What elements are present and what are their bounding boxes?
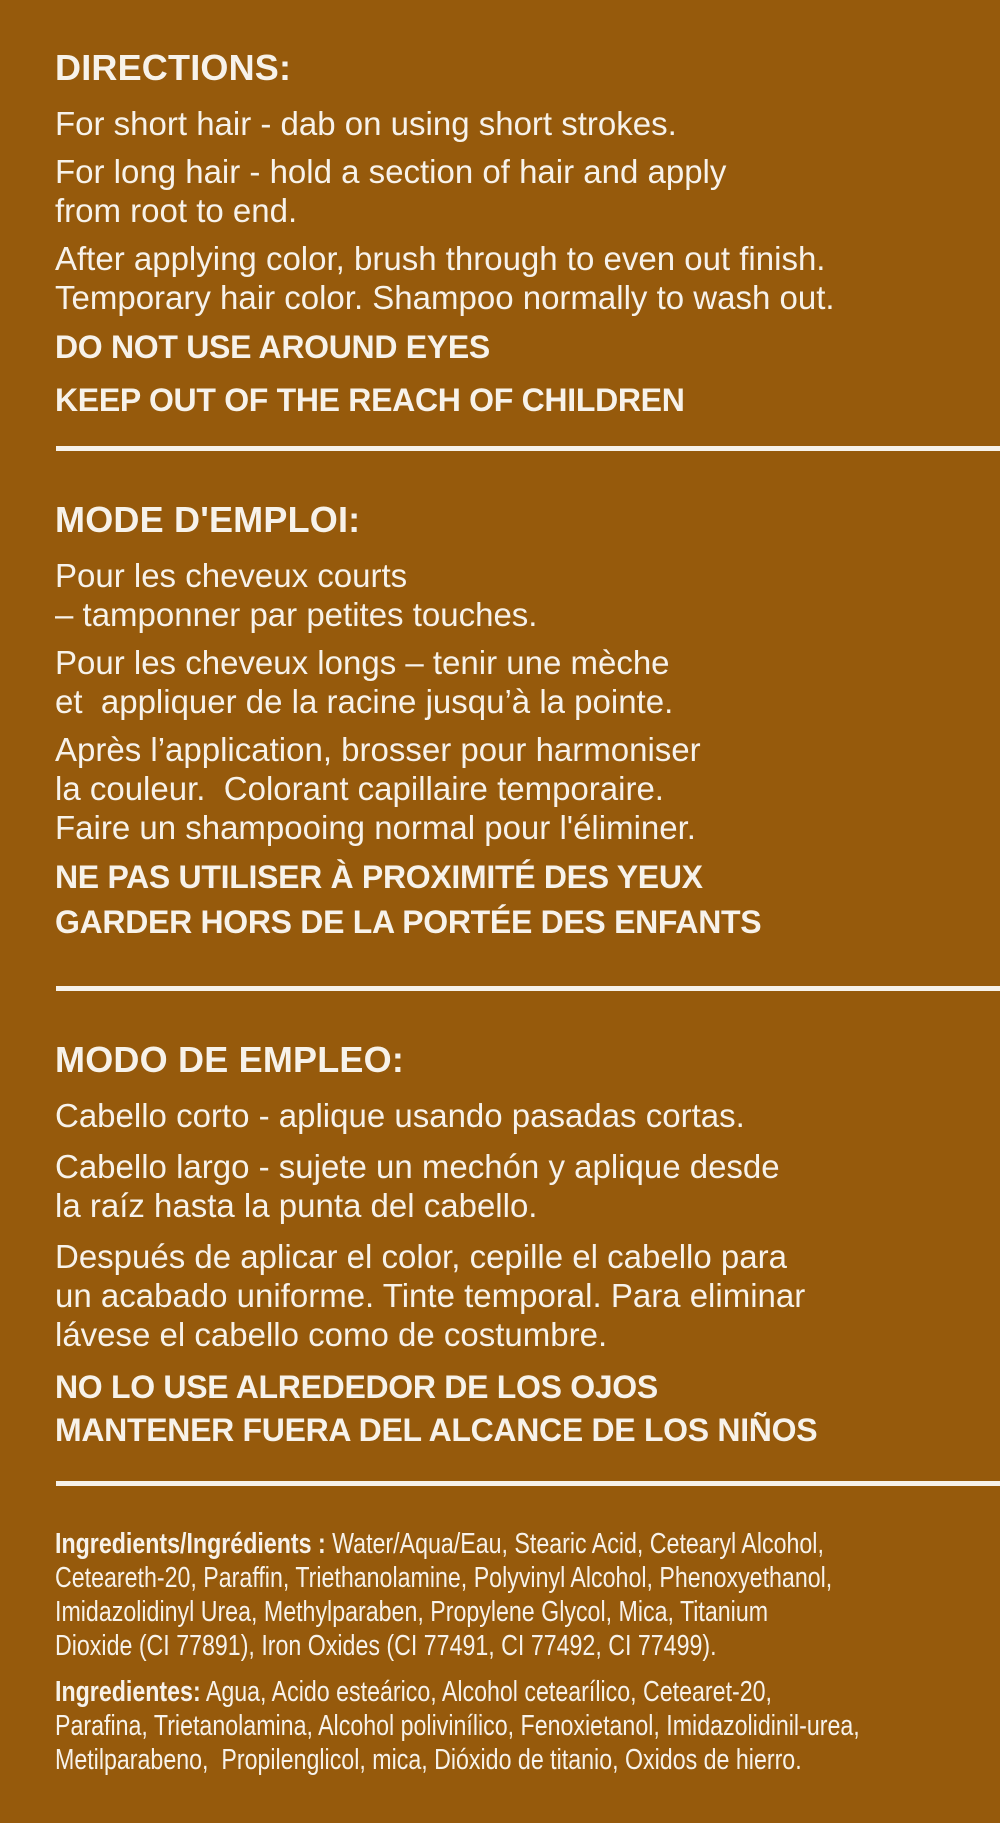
directions-paragraph	[55, 556, 970, 634]
text-line: Cabello largo - sujete un mechón y aplique desde	[55, 1148, 780, 1185]
text-line: After applying color, brush through to even out finish.	[55, 240, 826, 277]
directions-paragraph	[55, 1237, 970, 1354]
warning-children-spanish: MANTENER FUERA DEL ALCANCE DE LOS NIÑOS	[55, 1412, 818, 1448]
text-line: un acabado uniforme. Tinte temporal. Para eliminar	[55, 1277, 806, 1314]
text-line: la raíz hasta la punta del cabello.	[55, 1187, 538, 1224]
text-line: la couleur. Colorant capillaire temporaire.	[55, 770, 664, 807]
ingredients-english-french	[55, 1527, 1000, 1663]
directions-section-spanish	[55, 1038, 970, 1452]
directions-paragraph	[55, 730, 970, 847]
ingredients-label-es: Ingredientes:	[55, 1676, 201, 1708]
directions-paragraph	[55, 104, 970, 143]
text-line: For short hair - dab on using short strokes.	[55, 105, 677, 142]
directions-paragraph	[55, 1096, 970, 1135]
ingredients-text: Agua, Acido esteárico, Alcohol cetearílico, Cetearet-20,	[200, 1676, 772, 1708]
warning-children-french: GARDER HORS DE LA PORTÉE DES ENFANTS	[55, 904, 762, 940]
text-line: Metilparabeno, Propilenglicol, mica, Dióxido de titanio, Oxidos de hierro.	[55, 1744, 802, 1776]
directions-paragraph	[55, 1147, 970, 1225]
directions-paragraph	[55, 643, 970, 721]
warning-eyes-english: DO NOT USE AROUND EYES	[55, 329, 490, 365]
text-line: lávese el cabello como de costumbre.	[55, 1316, 608, 1353]
text-line: Después de aplicar el color, cepille el cabello para	[55, 1238, 787, 1275]
text-line: – tamponner par petites touches.	[55, 596, 538, 633]
section-divider	[56, 1481, 1000, 1486]
ingredients-text: Water/Aqua/Eau, Stearic Acid, Cetearyl Alcohol,	[325, 1528, 824, 1560]
text-line: Après l’application, brosser pour harmoniser	[55, 731, 701, 768]
text-line: Pour les cheveux courts	[55, 557, 408, 594]
ingredients-label-en-fr: Ingredients/Ingrédients :	[55, 1528, 326, 1560]
text-line	[55, 1527, 1000, 1561]
directions-section-english	[55, 46, 970, 422]
text-line: Faire un shampooing normal pour l'éliminer.	[55, 809, 696, 846]
text-line: Parafina, Trietanolamina, Alcohol polivinílico, Fenoxietanol, Imidazolidinil-urea,	[55, 1710, 860, 1742]
warning-children-english: KEEP OUT OF THE REACH OF CHILDREN	[55, 382, 685, 418]
warning-group	[55, 1366, 970, 1452]
ingredients-section	[55, 1527, 1000, 1777]
directions-heading-french: MODE D'EMPLOI:	[55, 499, 361, 540]
directions-section-french	[55, 498, 970, 944]
text-line: Imidazolidinyl Urea, Methylparaben, Propylene Glycol, Mica, Titanium	[55, 1596, 769, 1628]
directions-paragraph	[55, 239, 970, 317]
ingredients-spanish	[55, 1675, 1000, 1777]
text-line: Dioxide (CI 77891), Iron Oxides (CI 77491, CI 77492, CI 77499).	[55, 1630, 717, 1662]
warning-group	[55, 856, 970, 944]
text-line: Cabello corto - aplique usando pasadas cortas.	[55, 1097, 745, 1134]
text-line: Pour les cheveux longs – tenir une mèche	[55, 644, 670, 681]
text-line: Temporary hair color. Shampoo normally to wash out.	[55, 279, 835, 316]
text-line: et appliquer de la racine jusqu’à la pointe.	[55, 683, 674, 720]
section-divider	[56, 986, 1000, 991]
directions-paragraph	[55, 152, 970, 230]
section-divider	[56, 446, 1000, 451]
text-line: Ceteareth-20, Paraffin, Triethanolamine, Polyvinyl Alcohol, Phenoxyethanol,	[55, 1562, 833, 1594]
directions-heading-english: DIRECTIONS:	[55, 47, 292, 88]
warning-eyes-spanish: NO LO USE ALREDEDOR DE LOS OJOS	[55, 1369, 658, 1405]
text-line: For long hair - hold a section of hair and apply	[55, 153, 727, 190]
warning-eyes-french: NE PAS UTILISER À PROXIMITÉ DES YEUX	[55, 859, 703, 895]
warning-group	[55, 326, 970, 422]
text-line: from root to end.	[55, 192, 298, 229]
directions-heading-spanish: MODO DE EMPLEO:	[55, 1039, 405, 1080]
text-line	[55, 1675, 1000, 1709]
